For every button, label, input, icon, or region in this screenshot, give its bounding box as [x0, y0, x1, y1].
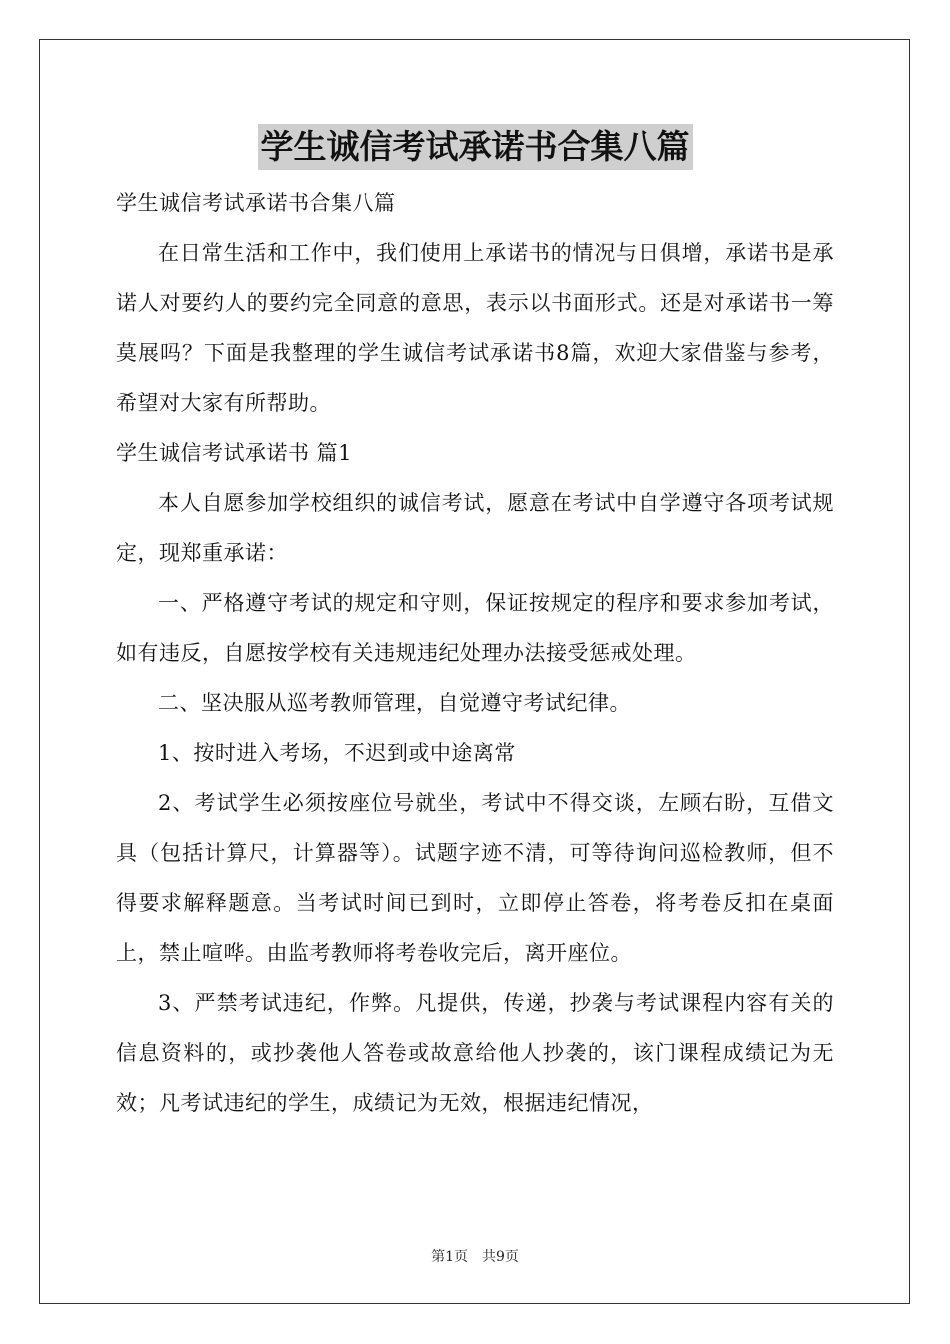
body-paragraph: 1、按时进入考场，不迟到或中途离常	[158, 741, 516, 765]
body-paragraph: 2、考试学生必须按座位号就坐，考试中不得交谈，左顾右盼，互借文具（包括计算尺，计算器等）。试题字迹不清，可等待询问巡检教师，但不得要求解释题意。当考试时间已到时，立即停止答卷，将考卷反扣在桌面上，禁止喧哗。由监考教师将考卷收完后，离开座位。	[116, 791, 834, 965]
document-body	[116, 178, 834, 1128]
body-paragraph: 一、严格遵守考试的规定和守则，保证按规定的程序和要求参加考试，如有违反，自愿按学校有关违规违纪处理办法接受惩戒处理。	[116, 591, 834, 665]
body-paragraph: 3、严禁考试违纪，作弊。凡提供，传递，抄袭与考试课程内容有关的信息资料的，或抄袭他人答卷或故意给他人抄袭的，该门课程成绩记为无效；凡考试违纪的学生，成绩记为无效，根据违纪情况，	[116, 991, 834, 1115]
body-paragraph: 二、坚决服从巡考教师管理，自觉遵守考试纪律。	[158, 691, 631, 715]
intro-paragraph: 在日常生活和工作中，我们使用上承诺书的情况与日俱增，承诺书是承诺人对要约人的要约完全同意的意思，表示以书面形式。还是对承诺书一筹莫展吗？下面是我整理的学生诚信考试承诺书8篇，欢迎大家借鉴与参考，希望对大家有所帮助。	[116, 241, 834, 415]
subtitle-paragraph: 学生诚信考试承诺书合集八篇	[116, 191, 396, 215]
section-heading: 学生诚信考试承诺书 篇1	[116, 441, 353, 465]
document-title: 学生诚信考试承诺书合集八篇	[258, 124, 693, 170]
page-footer	[0, 1246, 950, 1266]
total-pages: 共9页	[482, 1249, 519, 1265]
page-number: 第1页	[431, 1249, 468, 1265]
title-block	[0, 124, 950, 170]
body-paragraph: 本人自愿参加学校组织的诚信考试，愿意在考试中自学遵守各项考试规定，现郑重承诺：	[116, 491, 834, 565]
